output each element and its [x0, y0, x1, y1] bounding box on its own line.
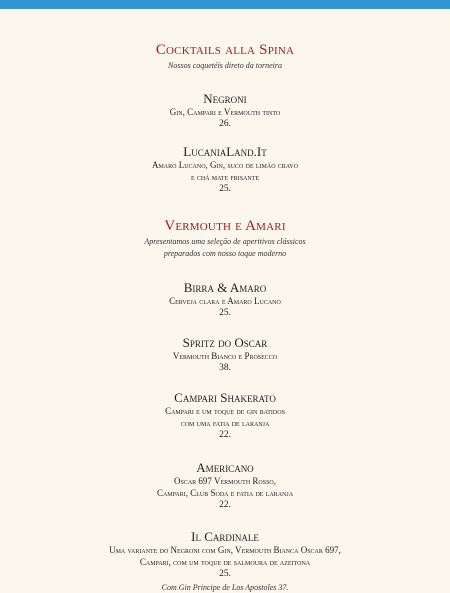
section-cocktails-alla-spina — [0, 42, 450, 71]
item-price: 22. — [219, 500, 231, 510]
item-note: Com Gin Principe de Los Apostoles 37. — [161, 583, 289, 592]
item-name: Americano — [196, 460, 254, 475]
item-description: Oscar 697 Vermouth Rosso, — [173, 476, 277, 486]
menu-item-lucanialand — [0, 144, 450, 195]
item-name: Spritz do Oscar — [182, 335, 268, 350]
item-price: 22. — [219, 430, 231, 440]
section-subtitle: Nossos coquetéis direto da torneira — [168, 61, 282, 70]
item-price: 38. — [219, 363, 231, 373]
section-vermouth-e-amari — [0, 218, 450, 259]
top-accent-bar — [0, 0, 450, 9]
item-name: Birra & Amaro — [183, 280, 267, 295]
item-description: Vermouth Bianco e Prosecco — [172, 351, 278, 361]
item-name: Negroni — [203, 91, 247, 106]
item-description: Amaro Lucano, Gin, suco de limão cravo — [151, 160, 299, 170]
section-subtitle: preparados com nosso toque moderno — [163, 249, 287, 258]
item-description: Cerveja clara e Amaro Lucano — [169, 296, 281, 306]
item-description: com uma fatia de laranja — [180, 418, 270, 428]
menu-item-spritz-do-oscar — [0, 335, 450, 374]
item-description: e chá mate frisante — [190, 172, 260, 182]
section-subtitle: Apresentamos uma seleção de aperitivos clássicos — [144, 237, 306, 246]
menu-item-campari-shakerato — [0, 390, 450, 441]
menu-item-negroni — [0, 91, 450, 130]
item-description: Campari e um toque de gin batidos — [165, 406, 285, 416]
item-price: 25. — [219, 184, 231, 194]
item-description: Gin, Campari e Vermouth tinto — [169, 107, 281, 117]
item-description: Uma variante do Negroni com Gin, Vermouth Bianca Oscar 697, — [109, 545, 341, 555]
item-name: LucaniaLand.It — [183, 144, 267, 159]
menu-content — [0, 42, 450, 593]
menu-item-americano — [0, 460, 450, 511]
item-price: 25. — [219, 308, 231, 318]
item-name: Il Cardinale — [191, 529, 259, 544]
item-name: Campari Shakerato — [174, 390, 276, 405]
item-price: 25. — [219, 569, 231, 579]
section-title: Cocktails alla Spina — [155, 42, 295, 58]
section-title: Vermouth e Amari — [164, 218, 286, 234]
menu-item-il-cardinale — [0, 529, 450, 593]
item-price: 26. — [219, 119, 231, 129]
menu-item-birra-amaro — [0, 280, 450, 319]
item-description: Campari, Club Soda e fatia de laranja — [156, 488, 294, 498]
item-description: Campari, com um toque de salmoura de azeitona — [139, 557, 311, 567]
